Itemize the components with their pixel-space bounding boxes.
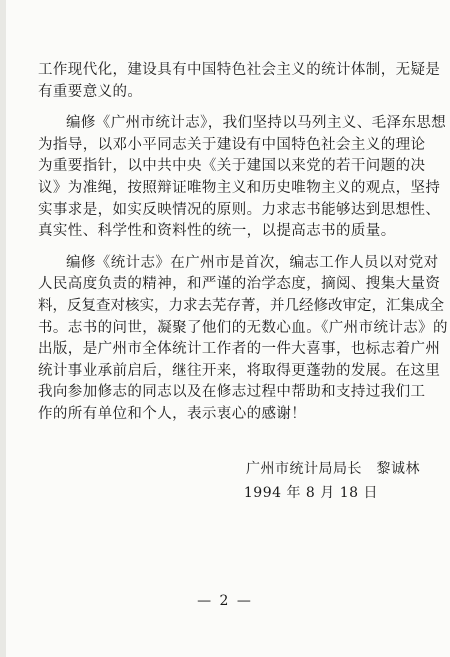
paragraph-gap bbox=[38, 103, 408, 113]
signature-date: 1994 年 8 月 18 日 bbox=[243, 485, 378, 501]
text-line: 人民高度负责的精神，和严谨的治学态度，摘阅、搜集大量资 bbox=[38, 276, 441, 293]
text-line: 工作现代化，建设具有中国特色社会主义的统计体制，无疑是 bbox=[38, 62, 441, 78]
text-line: 有重要意义的。 bbox=[38, 83, 143, 100]
signature: 广州市统计局局长 黎诚林 bbox=[246, 461, 420, 477]
text-line: 作的所有单位和个人，表示衷心的感谢！ bbox=[38, 405, 307, 422]
text-line: 出版，是广州市全体统计工作者的一件大喜事，也标志着广州 bbox=[38, 341, 441, 358]
text-line: 议》为准绳，按照辩证唯物主义和历史唯物主义的观点，坚持 bbox=[38, 179, 441, 196]
scan-edge bbox=[0, 0, 6, 657]
text-line: 为指导，以邓小平同志关于建设有中国特色社会主义的理论 bbox=[38, 136, 426, 153]
text-line: 书。志书的问世，凝聚了他们的无数心血。《广州市统计志》的 bbox=[38, 319, 448, 336]
text-line: 编修《统计志》在广州市是首次，编志工作人员以对党对 bbox=[66, 254, 439, 271]
text-line: 料，反复查对核实，力求去芜存菁，并几经修改审定，汇集成全 bbox=[38, 297, 444, 314]
text-line: 我向参加修志的同志以及在修志过程中帮助和支持过我们工 bbox=[38, 384, 426, 401]
text-line: 为重要指针，以中共中央《关于建国以来党的若干问题的决 bbox=[38, 158, 426, 175]
text-line: 实事求是，如实反映情况的原则。力求志书能够达到思想性、 bbox=[38, 201, 441, 218]
paragraph-gap bbox=[38, 243, 408, 253]
text-line: 编修《广州市统计志》，我们坚持以马列主义、毛泽东思想 bbox=[66, 115, 447, 132]
text-line: 真实性、科学性和资料性的统一，以提高志书的质量。 bbox=[38, 223, 396, 240]
page-number: — 2 — bbox=[197, 593, 253, 609]
body-text bbox=[38, 60, 448, 426]
text-line: 统计事业承前启后，继往开来，将取得更蓬勃的发展。在这里 bbox=[38, 362, 441, 379]
